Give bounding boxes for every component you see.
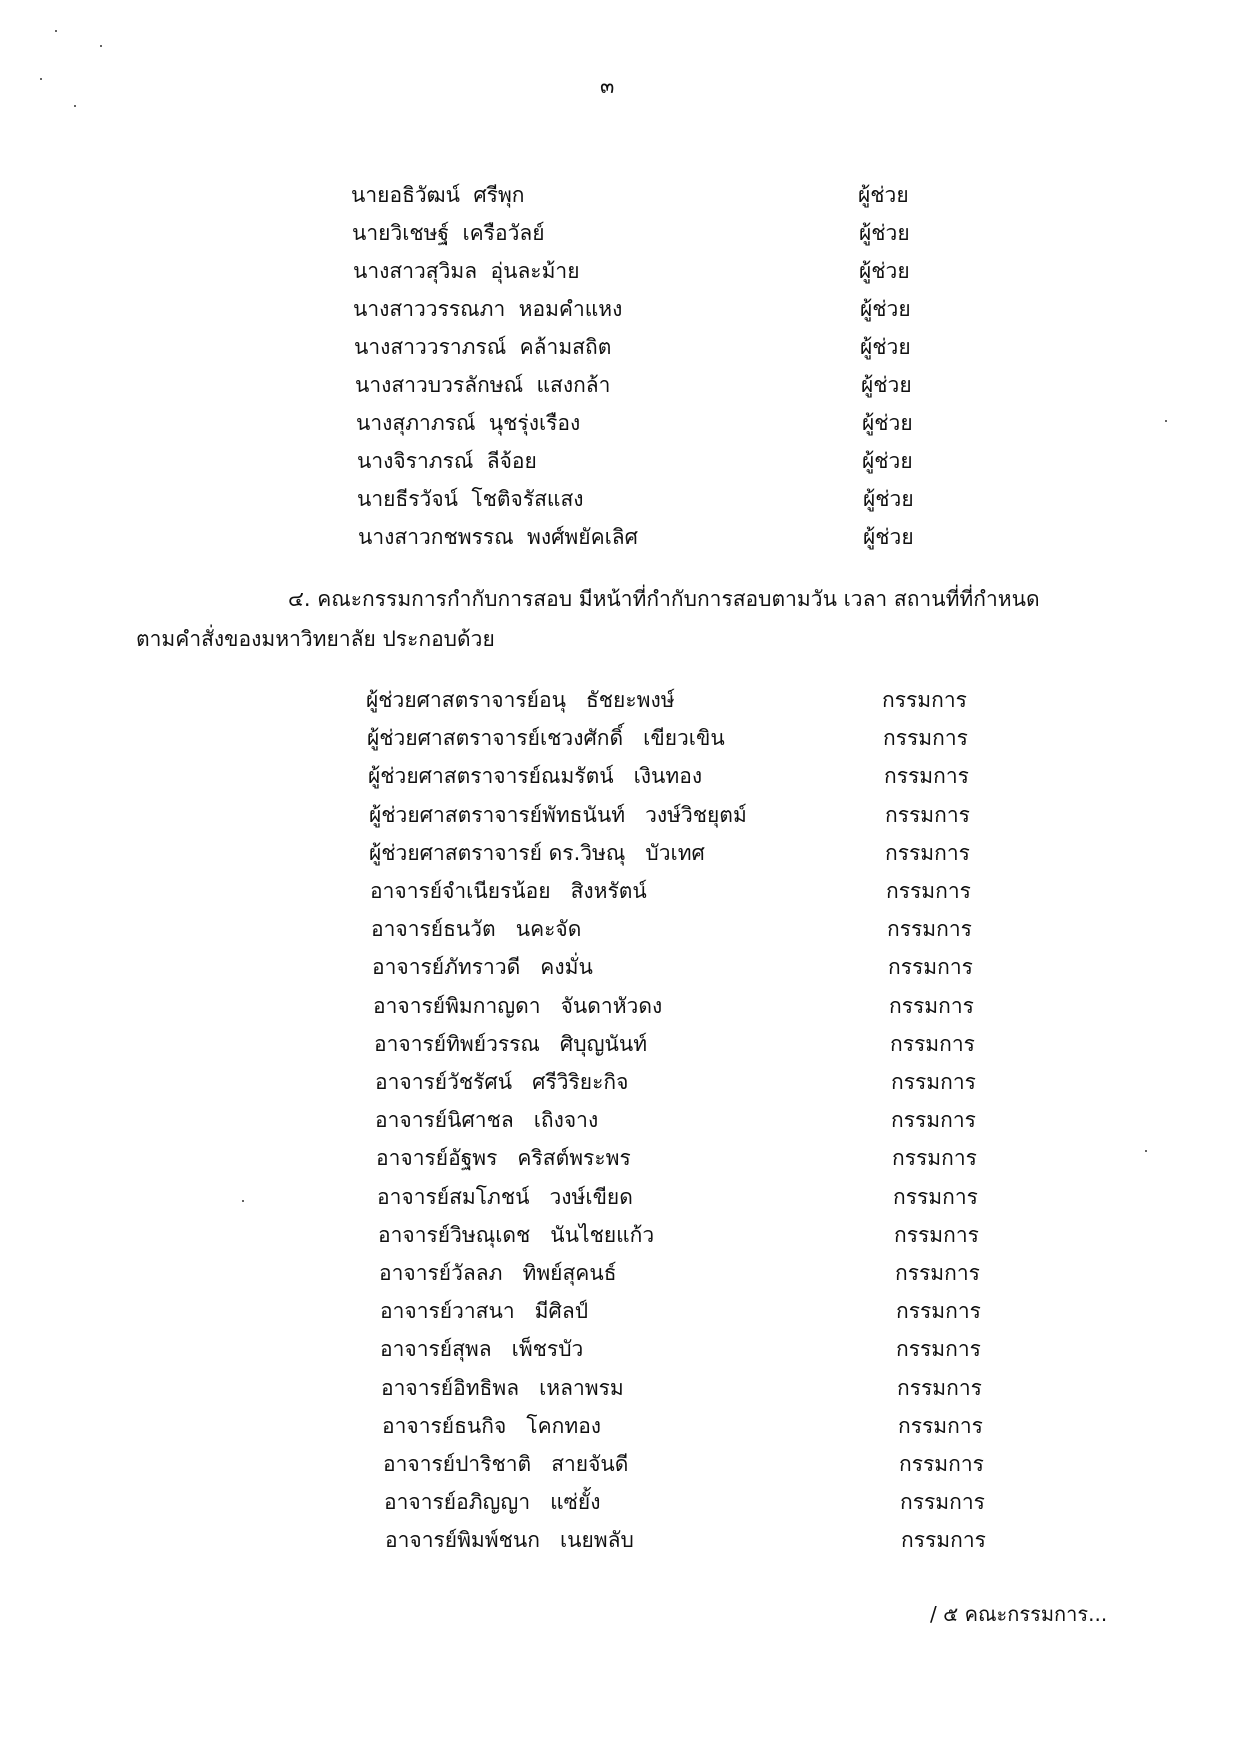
- assistant-role: ผู้ช่วย: [858, 183, 909, 207]
- committee-row: [370, 874, 1010, 908]
- committee-member-name: อาจารย์นิศาชล เถิงจาง: [375, 1108, 599, 1132]
- committee-role: กรรมการ: [889, 994, 974, 1018]
- committee-row: [377, 1180, 1017, 1214]
- committee-row: [382, 1409, 1022, 1443]
- assistant-row: [352, 216, 972, 250]
- assistant-name: นางสาววราภรณ์ คล้ามสถิต: [354, 335, 612, 359]
- scan-speck: [40, 78, 42, 80]
- assistant-name: นางสาวบวรลักษณ์ แสงกล้า: [355, 373, 611, 397]
- assistant-row: [353, 254, 973, 288]
- committee-member-name: อาจารย์สุพล เพ็ชรบัว: [380, 1337, 584, 1361]
- committee-role: กรรมการ: [890, 1032, 975, 1056]
- assistant-name: นางสาวสุวิมล อุ่นละม้าย: [353, 259, 580, 283]
- committee-member-name: อาจารย์วิษณุเดช นันไชยแก้ว: [378, 1223, 655, 1247]
- scan-speck: [1145, 1150, 1147, 1152]
- committee-member-name: อาจารย์จำเนียรน้อย สิงหรัตน์: [370, 879, 647, 903]
- committee-role: กรรมการ: [896, 1337, 981, 1361]
- committee-row: [374, 1027, 1014, 1061]
- scan-speck: [74, 105, 76, 107]
- committee-row: [381, 1371, 1021, 1405]
- assistant-row: [356, 406, 976, 440]
- committee-row: [380, 1294, 1020, 1328]
- committee-member-name: อาจารย์ธนวัต นคะจัด: [371, 917, 582, 941]
- assistant-role: ผู้ช่วย: [861, 373, 912, 397]
- continuation-footer: / ๕ คณะกรรมการ...: [930, 1602, 1108, 1626]
- committee-row: [383, 1447, 1023, 1481]
- committee-role: กรรมการ: [896, 1299, 981, 1323]
- committee-member-name: อาจารย์ธนกิจ โคกทอง: [382, 1414, 602, 1438]
- assistant-role: ผู้ช่วย: [859, 221, 910, 245]
- section-4-heading-line-1: ๔. คณะกรรมการกำกับการสอบ มีหน้าที่กำกับการสอบตามวัน เวลา สถานที่ที่กำหนด: [288, 587, 1040, 611]
- page-number: ๓: [600, 74, 615, 98]
- committee-role: กรรมการ: [899, 1452, 984, 1476]
- committee-row: [384, 1485, 1024, 1519]
- assistant-row: [358, 520, 978, 554]
- committee-role: กรรมการ: [892, 1146, 977, 1170]
- committee-member-name: ผู้ช่วยศาสตราจารย์พัทธนันท์ วงษ์วิชยุตม์: [369, 803, 747, 827]
- assistant-name: นายวิเชษฐ์ เครือวัลย์: [352, 221, 545, 245]
- committee-role: กรรมการ: [897, 1376, 982, 1400]
- committee-member-name: อาจารย์พิมพ์ชนก เนยพลับ: [385, 1528, 634, 1552]
- assistant-role: ผู้ช่วย: [863, 525, 914, 549]
- committee-row: [375, 1103, 1015, 1137]
- committee-row: [369, 798, 1009, 832]
- assistant-role: ผู้ช่วย: [862, 449, 913, 473]
- committee-member-name: อาจารย์วาสนา มีศิลป์: [380, 1299, 589, 1323]
- committee-member-name: อาจารย์ทิพย์วรรณ ศิบุญนันท์: [374, 1032, 648, 1056]
- assistant-role: ผู้ช่วย: [860, 335, 911, 359]
- committee-row: [369, 836, 1009, 870]
- committee-member-name: อาจารย์ภัทราวดี คงมั่น: [372, 955, 593, 979]
- assistant-name: นางสาววรรณภา หอมคำแหง: [353, 297, 623, 321]
- assistant-name: นายอธิวัฒน์ ศรีพุก: [351, 183, 525, 207]
- committee-row: [379, 1256, 1019, 1290]
- scan-speck: [1165, 420, 1167, 422]
- assistant-row: [351, 178, 971, 212]
- assistant-row: [357, 482, 977, 516]
- committee-role: กรรมการ: [884, 764, 969, 788]
- committee-role: กรรมการ: [885, 841, 970, 865]
- committee-member-name: ผู้ช่วยศาสตราจารย์เชวงศักดิ์ เขียวเขิน: [367, 726, 725, 750]
- committee-row: [367, 721, 1007, 755]
- assistant-row: [353, 292, 973, 326]
- committee-role: กรรมการ: [887, 917, 972, 941]
- committee-member-name: อาจารย์ปาริชาติ สายจันดี: [383, 1452, 629, 1476]
- scan-speck: [242, 1200, 244, 1202]
- committee-role: กรรมการ: [883, 726, 968, 750]
- assistant-role: ผู้ช่วย: [862, 411, 913, 435]
- assistant-name: นายธีรวัจน์ โชติจรัสแสง: [357, 487, 584, 511]
- assistant-row: [354, 330, 974, 364]
- committee-role: กรรมการ: [882, 688, 967, 712]
- committee-row: [371, 912, 1011, 946]
- committee-role: กรรมการ: [894, 1223, 979, 1247]
- section-4-heading-line-2: ตามคำสั่งของมหาวิทยาลัย ประกอบด้วย: [136, 627, 495, 651]
- committee-row: [385, 1523, 1025, 1557]
- committee-role: กรรมการ: [885, 803, 970, 827]
- committee-member-name: อาจารย์อภิญญา แซ่ยั้ง: [384, 1490, 601, 1514]
- committee-member-name: ผู้ช่วยศาสตราจารย์อนุ ธัชยะพงษ์: [366, 688, 675, 712]
- committee-row: [366, 683, 1006, 717]
- assistant-name: นางสุภาภรณ์ นุชรุ่งเรือง: [356, 411, 581, 435]
- committee-role: กรรมการ: [886, 879, 971, 903]
- committee-role: กรรมการ: [891, 1070, 976, 1094]
- committee-member-name: อาจารย์สมโภชน์ วงษ์เขียด: [377, 1185, 633, 1209]
- committee-member-name: ผู้ช่วยศาสตราจารย์ ดร.วิษณุ บัวเทศ: [369, 841, 705, 865]
- assistant-role: ผู้ช่วย: [863, 487, 914, 511]
- assistant-row: [355, 368, 975, 402]
- committee-member-name: ผู้ช่วยศาสตราจารย์ณมรัตน์ เงินทอง: [368, 764, 703, 788]
- committee-member-name: อาจารย์วัชรัศน์ ศรีวิริยะกิจ: [375, 1070, 629, 1094]
- assistant-row: [357, 444, 977, 478]
- committee-role: กรรมการ: [901, 1528, 986, 1552]
- committee-member-name: อาจารย์วัลลภ ทิพย์สุคนธ์: [379, 1261, 617, 1285]
- committee-row: [372, 950, 1012, 984]
- committee-role: กรรมการ: [895, 1261, 980, 1285]
- committee-row: [380, 1332, 1020, 1366]
- committee-role: กรรมการ: [893, 1185, 978, 1209]
- committee-member-name: อาจารย์อัฐพร คริสต์พระพร: [376, 1146, 631, 1170]
- committee-role: กรรมการ: [888, 955, 973, 979]
- assistant-role: ผู้ช่วย: [860, 297, 911, 321]
- committee-row: [376, 1141, 1016, 1175]
- scan-speck: [55, 30, 57, 32]
- assistant-role: ผู้ช่วย: [859, 259, 910, 283]
- assistant-name: นางสาวกชพรรณ พงศ์พยัคเลิศ: [358, 525, 639, 549]
- committee-member-name: อาจารย์อิทธิพล เหลาพรม: [381, 1376, 624, 1400]
- committee-row: [373, 989, 1013, 1023]
- assistant-name: นางจิราภรณ์ ลีจ้อย: [357, 449, 537, 473]
- committee-role: กรรมการ: [900, 1490, 985, 1514]
- committee-row: [375, 1065, 1015, 1099]
- committee-row: [378, 1218, 1018, 1252]
- committee-role: กรรมการ: [891, 1108, 976, 1132]
- committee-member-name: อาจารย์พิมกาญดา จันดาหัวดง: [373, 994, 663, 1018]
- committee-row: [368, 759, 1008, 793]
- scan-speck: [100, 45, 102, 47]
- committee-role: กรรมการ: [898, 1414, 983, 1438]
